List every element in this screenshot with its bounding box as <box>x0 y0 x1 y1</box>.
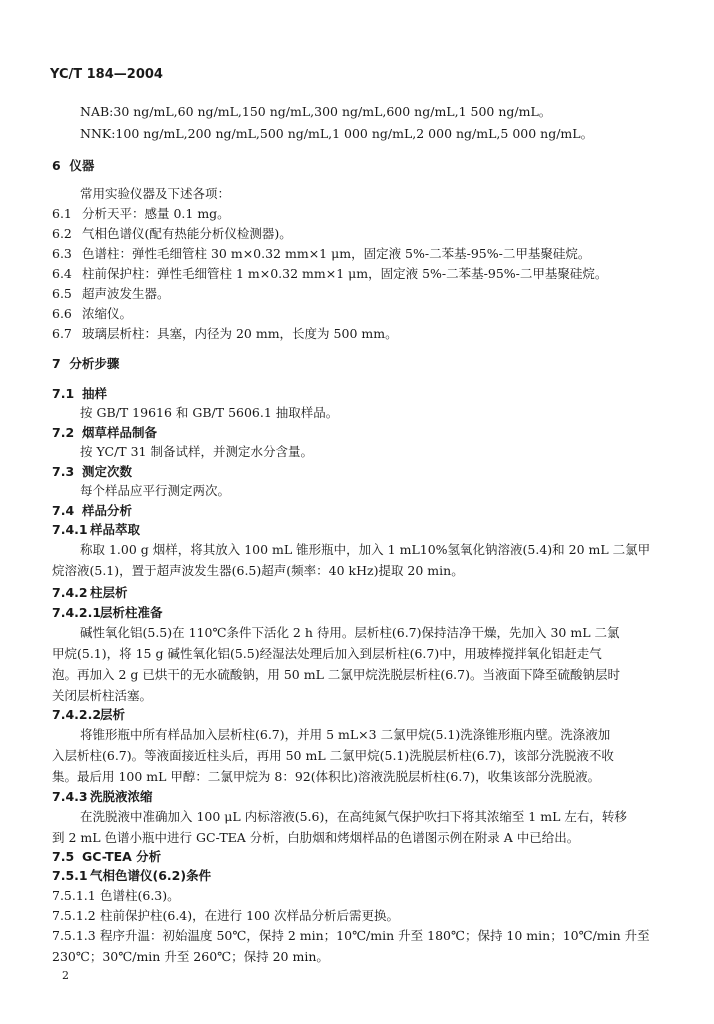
item-6-5: 6.5 超声波发生器。 <box>52 286 170 301</box>
text-7-4-3-line: 在洗脱液中准确加入 100 μL 内标溶液(5.6)，在高纯氮气保护吹扫下将其浓缩至 1 mL 左右，转移 <box>80 809 627 824</box>
text-7-4-2-1-line: 碱性氧化铝(5.5)在 110℃条件下活化 2 h 待用。层析柱(6.7)保持洁净干燥，先加入 30 mL 二氯 <box>80 625 620 640</box>
heading-7-3: 7.3 测定次数 <box>52 464 133 479</box>
text-7-1: 按 GB/T 19616 和 GB/T 5606.1 抽取样品。 <box>80 405 339 420</box>
section-title: 仪器 <box>69 158 95 173</box>
text-7-3: 每个样品应平行测定两次。 <box>80 483 231 498</box>
item-6-1: 6.1 分析天平：感量 0.1 mg。 <box>52 206 230 221</box>
text-7-4-2-2-line: 集。最后用 100 mL 甲醇：二氯甲烷为 8：92(体积比)溶液洗脱层析柱(6.7)，收集该部分洗脱液。 <box>52 769 601 784</box>
text-7-4-2-2-line: 入层析柱(6.7)。等液面接近柱头后，再用 50 mL 二氯甲烷(5.1)洗脱层析柱(6.7)，该部分洗脱液不收 <box>52 748 614 763</box>
heading-7-4-2: 7.4.2 柱层析 <box>52 585 128 600</box>
page-number: 2 <box>62 969 69 982</box>
section-6-intro: 常用实验仪器及下述各项： <box>80 186 231 201</box>
heading-7-5: 7.5 GC-TEA 分析 <box>52 849 162 864</box>
heading-7-5-1: 7.5.1 气相色谱仪(6.2)条件 <box>52 868 212 883</box>
text-7-4-2-1-line: 泡。再加入 2 g 已烘干的无水硫酸钠，用 50 mL 二氯甲烷洗脱层析柱(6.7)。当液面下降至硫酸钠层时 <box>52 667 620 682</box>
heading-7-2: 7.2 烟草样品制备 <box>52 425 158 440</box>
item-7-5-1-2: 7.5.1.2 柱前保护柱(6.4)，在进行 100 次样品分析后需更换。 <box>52 908 399 923</box>
item-7-5-1-3: 7.5.1.3 程序升温：初始温度 50℃，保持 2 min；10℃/min 升至 180℃；保持 10 min；10℃/min 升至 <box>52 928 650 943</box>
heading-7-4-1: 7.4.1 样品萃取 <box>52 522 141 537</box>
text-7-4-2-1-line: 关闭层析柱活塞。 <box>52 688 153 703</box>
heading-7-4-2-2: 7.4.2.2层析 <box>52 707 126 722</box>
heading-7-4-3: 7.4.3 洗脱液浓缩 <box>52 789 153 804</box>
item-7-5-1-1: 7.5.1.1 色谱柱(6.3)。 <box>52 888 180 903</box>
text-7-4-2-2-line: 将锥形瓶中所有样品加入层析柱(6.7)，并用 5 mL×3 二氯甲烷(5.1)洗涤锥形瓶内壁。洗涤液加 <box>80 727 611 742</box>
heading-7-4: 7.4 样品分析 <box>52 503 133 518</box>
heading-7-4-2-1: 7.4.2.1层析柱准备 <box>52 605 163 620</box>
item-6-2: 6.2 气相色谱仪(配有热能分析仪检测器)。 <box>52 226 292 241</box>
text-7-4-1-line: 烷溶液(5.1)，置于超声波发生器(6.5)超声(频率：40 kHz)提取 20 min。 <box>52 563 464 578</box>
section-number: 7 <box>52 356 61 371</box>
item-6-4: 6.4 柱前保护柱：弹性毛细管柱 1 m×0.32 mm×1 μm，固定液 5%-二苯基-95%-二甲基聚硅烷。 <box>52 266 608 281</box>
heading-7-1: 7.1 抽样 <box>52 386 108 401</box>
item-6-6: 6.6 浓缩仪。 <box>52 306 133 321</box>
nab-concentrations: NAB:30 ng/mL,60 ng/mL,150 ng/mL,300 ng/mL,600 ng/mL,1 500 ng/mL。 <box>80 104 552 119</box>
section-number: 6 <box>52 158 61 173</box>
section-7-heading <box>52 356 119 372</box>
text-7-4-3-line: 到 2 mL 色谱小瓶中进行 GC-TEA 分析，白肋烟和烤烟样品的色谱图示例在附录 A 中已给出。 <box>52 830 580 845</box>
nnk-concentrations: NNK:100 ng/mL,200 ng/mL,500 ng/mL,1 000 ng/mL,2 000 ng/mL,5 000 ng/mL。 <box>80 126 594 141</box>
item-6-3: 6.3 色谱柱：弹性毛细管柱 30 m×0.32 mm×1 μm，固定液 5%-二苯基-95%-二甲基聚硅烷。 <box>52 246 591 261</box>
text-7-4-2-1-line: 甲烷(5.1)，将 15 g 碱性氧化铝(5.5)经湿法处理后加入到层析柱(6.7)中，用玻棒搅拌氧化铝赶走气 <box>52 646 602 661</box>
text-7-4-1-line: 称取 1.00 g 烟样，将其放入 100 mL 锥形瓶中，加入 1 mL10%氢氧化钠溶液(5.4)和 20 mL 二氯甲 <box>80 542 651 557</box>
section-title: 分析步骤 <box>69 356 120 371</box>
text-7-2: 按 YC/T 31 制备试样，并测定水分含量。 <box>80 444 313 459</box>
item-6-7: 6.7 玻璃层析柱：具塞，内径为 20 mm，长度为 500 mm。 <box>52 326 398 341</box>
item-7-5-1-3-cont: 230℃；30℃/min 升至 260℃；保持 20 min。 <box>52 949 329 964</box>
section-6-heading <box>52 158 94 174</box>
running-header: YC/T 184—2004 <box>50 67 163 82</box>
